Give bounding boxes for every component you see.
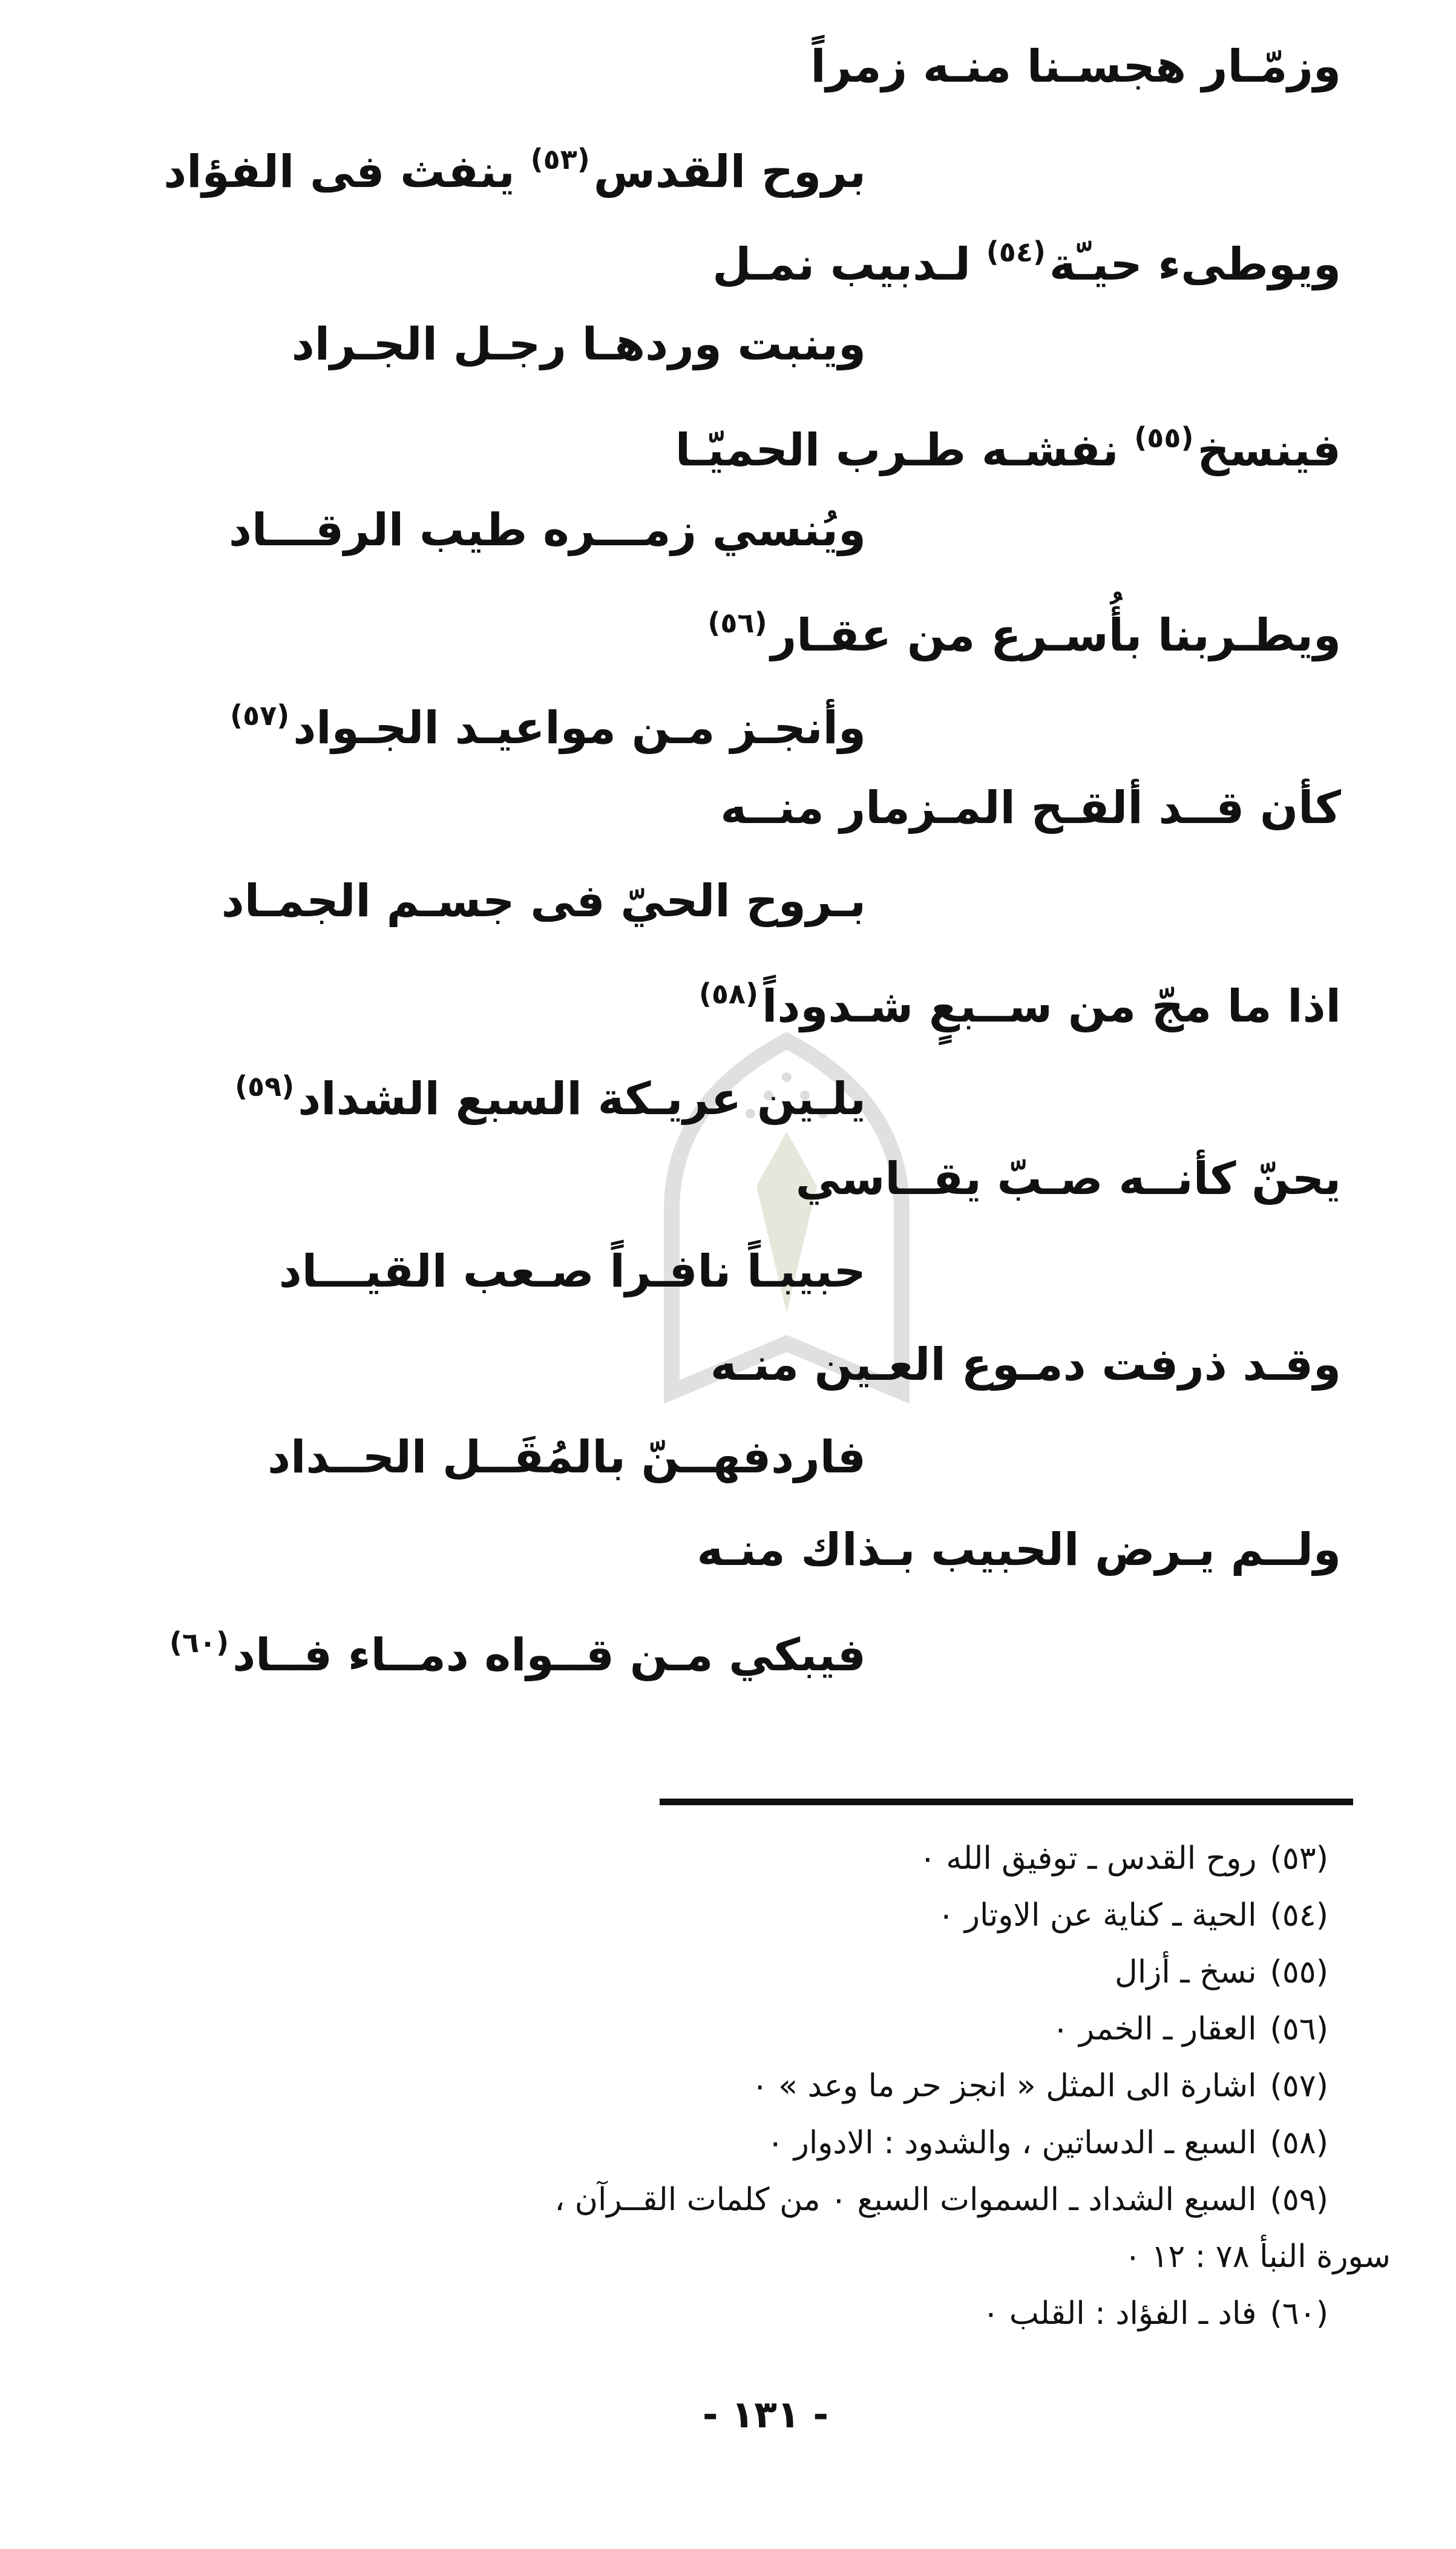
footnote-continuation [1124, 2232, 1391, 2281]
footnote-marker[interactable]: (٦٠) [169, 1626, 229, 1659]
verse-line [675, 404, 1341, 476]
footnote-number: (٥٩) [1270, 2182, 1328, 2218]
verse-text: وينبت وردهـا رجـل الجـراد [291, 318, 866, 370]
verse-text: كأن قــد ألقـح المـزمار منــه [720, 782, 1341, 834]
verse-text: ويوطىء حيـّة [1049, 238, 1341, 290]
verse-line [697, 1517, 1341, 1583]
verse-line [810, 33, 1341, 100]
verse-line [720, 775, 1341, 841]
footnote-text: العقار ـ الخمر ٠ [1052, 2011, 1257, 2047]
footnote-text: نسخ ـ أزال [1115, 1954, 1257, 1990]
verse-text: فاردفهــنّ بالمُقَــل الحــداد [267, 1431, 866, 1483]
footnote-number: (٥٣) [1270, 1840, 1328, 1877]
verse-text: حبيبـاً نافـراً صـعب القيـــاد [278, 1245, 866, 1297]
verse-text: بـروح الحيّ فى جسـم الجمـاد [221, 875, 866, 927]
footnote-text: الحية ـ كناية عن الاوتار ٠ [937, 1897, 1257, 1934]
verse-text: وقـد ذرفت دمـوع العـين منـه [710, 1339, 1341, 1391]
footnote [1052, 2005, 1328, 2053]
verse-line [163, 126, 866, 198]
footnote [752, 2062, 1328, 2110]
footnote [767, 2119, 1328, 2167]
verse-text: ويطـربنا بأُسـرع من عقـار [770, 609, 1341, 661]
footnote-text: فاد ـ الفؤاد : القلب ٠ [982, 2295, 1257, 2332]
footnote-number: (٥٨) [1270, 2125, 1328, 2161]
footnote [554, 2176, 1328, 2224]
footnote-marker[interactable]: (٥٨) [698, 977, 759, 1010]
page-number: - ١٣١ - [702, 2392, 829, 2436]
verse-text: اذا ما مجّ من ســبعٍ شـدوداً [762, 980, 1341, 1032]
verse-text: يحنّ كأنــه صـبّ يقــاسي [795, 1153, 1341, 1205]
footnote-divider [660, 1799, 1353, 1805]
footnote-text: السبع ـ الدساتين ، والشدود : الادوار ٠ [767, 2125, 1257, 2161]
verse-line [796, 1146, 1341, 1212]
footnote [982, 2289, 1328, 2338]
verse-text: ولــم يـرض الحبيب بـذاك منـه [697, 1524, 1341, 1576]
verse-line [279, 1238, 866, 1305]
verse-text: يلـين عريـكة السبع الشداد [298, 1073, 866, 1125]
verse-text: بروح القدس [593, 146, 866, 198]
verse-line [230, 682, 866, 754]
footnote [919, 1834, 1328, 1883]
footnote [1115, 1948, 1328, 1996]
footnote-number: (٥٥) [1270, 1954, 1328, 1990]
verse-line [292, 311, 866, 378]
footnote-text: روح القدس ـ توفيق الله ٠ [919, 1840, 1257, 1877]
verse-text: فيبكي مـن قــواه دمــاء فــاد [232, 1629, 866, 1681]
verse-line [235, 1053, 866, 1125]
verse-line [712, 218, 1341, 290]
verse-text: ينفث فى الفؤاد [163, 146, 515, 198]
verse-text: لـدبيب نمـل [712, 238, 971, 290]
footnote-number: (٦٠) [1270, 2295, 1328, 2332]
footnote-number: (٥٤) [1270, 1897, 1328, 1934]
footnote-text: اشارة الى المثل « انجز حر ما وعد » ٠ [751, 2068, 1257, 2104]
footnote-marker[interactable]: (٥٥) [1134, 421, 1194, 454]
verse-text: ويُنسي زمـــره طيب الرقـــاد [229, 504, 866, 556]
footnote-marker[interactable]: (٥٧) [230, 699, 290, 732]
verse-line [707, 589, 1341, 661]
footnote-marker[interactable]: (٥٦) [707, 606, 767, 639]
verse-line [221, 868, 866, 934]
footnote-number: (٥٧) [1270, 2068, 1328, 2104]
footnote [937, 1891, 1328, 1940]
verse-text: وزمّـار هجسـنا منـه زمراً [810, 41, 1341, 93]
verse-line [698, 960, 1341, 1032]
footnote-marker[interactable]: (٥٩) [235, 1070, 295, 1103]
footnote-text: سورة النبأ ٧٨ : ١٢ ٠ [1124, 2239, 1391, 2275]
verse-line [710, 1331, 1341, 1398]
footnote-marker[interactable]: (٥٤) [986, 235, 1046, 268]
verse-line [229, 497, 866, 563]
footnote-marker[interactable]: (٥٣) [530, 143, 590, 176]
verse-line [267, 1424, 866, 1491]
verse-text: فينسخ [1197, 424, 1341, 476]
verse-text: نفشـه طـرب الحميّـا [675, 424, 1119, 476]
verse-line [169, 1609, 866, 1681]
footnote-text: السبع الشداد ـ السموات السبع ٠ من كلمات القــرآن ، [554, 2182, 1257, 2218]
footnote-number: (٥٦) [1270, 2011, 1328, 2047]
verse-text: وأنجـز مـن مواعيـد الجـواد [293, 702, 866, 754]
